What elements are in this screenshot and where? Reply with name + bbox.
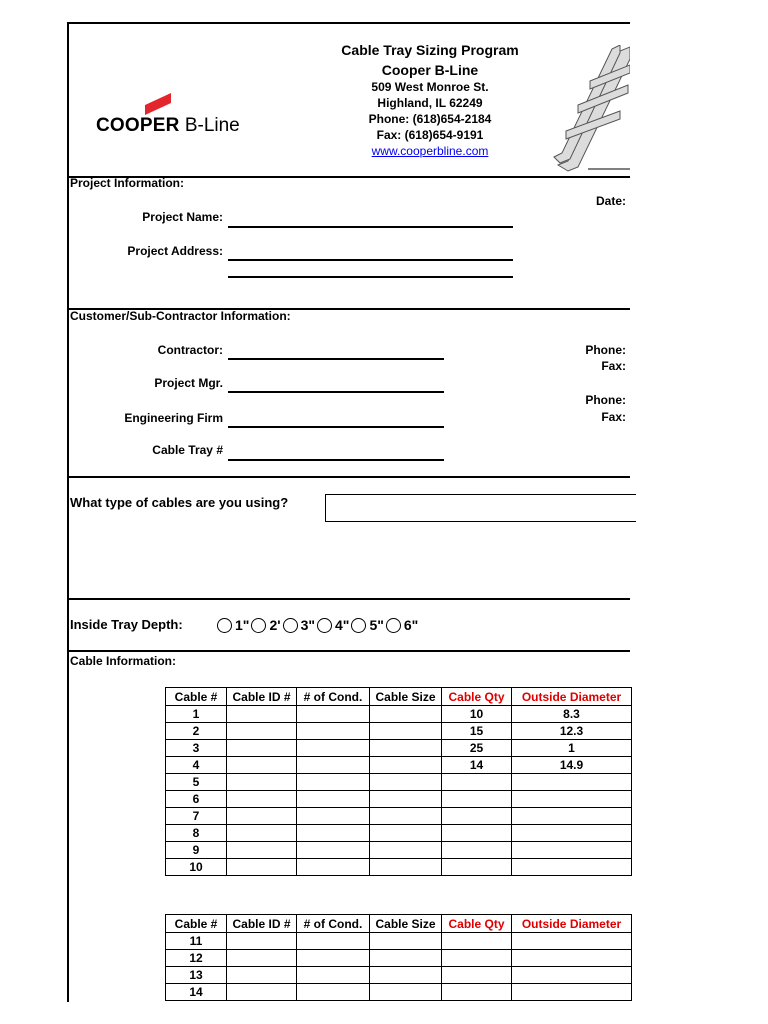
col-outside-diameter: Outside Diameter [512,688,632,706]
table-row [166,950,632,967]
cable-type-question: What type of cables are you using? [70,495,289,510]
company-city: Highland, IL 62249 [377,96,483,110]
col-outside-diameter: Outside Diameter [512,915,632,933]
contractor-phone-label: Phone: [585,343,626,357]
cell-cable-size[interactable] [370,774,442,791]
table-row [166,842,632,859]
logo-word-cooper: COOPER [96,115,180,136]
engineering-firm-label: Engineering Firm [124,411,223,425]
form-top-border [67,22,630,24]
table-row [166,984,632,1001]
company-fax: Fax: (618)654-9191 [376,128,484,142]
cell-outside-diameter[interactable]: 14.9 [512,757,632,774]
cell-outside-diameter[interactable] [512,774,632,791]
contractor-label: Contractor: [157,343,223,357]
radio-circle-icon[interactable] [251,618,266,633]
cell-cable-size[interactable] [370,825,442,842]
cell-cable-qty[interactable]: 25 [442,740,512,757]
radio-circle-icon[interactable] [317,618,332,633]
program-title: Cable Tray Sizing Program [341,42,519,58]
cell-outside-diameter[interactable] [512,808,632,825]
cell-cable-number: 6 [166,791,227,808]
cell-cable-id[interactable] [227,808,297,825]
table-row [166,791,632,808]
cell-cable-id[interactable] [227,740,297,757]
table-row [166,723,632,740]
table-row [166,706,632,723]
cell-cable-qty[interactable] [442,842,512,859]
project-address-field-2[interactable] [228,276,513,278]
table-header-row [166,688,632,706]
cell-num-conductors[interactable] [297,967,370,984]
cell-cable-size[interactable] [370,808,442,825]
cell-num-conductors[interactable] [297,791,370,808]
contractor-fax-label: Fax: [601,359,626,373]
cell-cable-number: 12 [166,950,227,967]
project-mgr-label: Project Mgr. [154,376,223,390]
cell-cable-size[interactable] [370,967,442,984]
col-cable-size: Cable Size [370,688,442,706]
cell-num-conductors[interactable] [297,825,370,842]
date-label: Date: [595,194,626,208]
cell-cable-qty[interactable]: 10 [442,706,512,723]
cell-num-conductors[interactable] [297,723,370,740]
cable-table-2 [165,914,632,1001]
project-name-label: Project Name: [142,210,223,224]
cell-cable-number: 10 [166,859,227,876]
company-logo [96,115,240,137]
cable-table-1 [165,687,632,876]
radio-circle-icon[interactable] [217,618,232,633]
col-cable-size: Cable Size [370,915,442,933]
cell-cable-number: 11 [166,933,227,950]
col-cable-qty: Cable Qty [442,915,512,933]
cell-cable-qty[interactable] [442,859,512,876]
depth-option-2[interactable]: 2' [249,617,280,633]
cell-outside-diameter[interactable] [512,825,632,842]
radio-circle-icon[interactable] [283,618,298,633]
tray-depth-divider [67,650,630,652]
cable-type-input[interactable] [325,494,636,522]
cell-cable-id[interactable] [227,757,297,774]
cell-num-conductors[interactable] [297,859,370,876]
cell-cable-size[interactable] [370,933,442,950]
cell-num-conductors[interactable] [297,774,370,791]
project-mgr-field[interactable] [228,391,444,393]
cell-outside-diameter[interactable] [512,859,632,876]
cell-cable-number: 5 [166,774,227,791]
col-cable-id: Cable ID # [227,915,297,933]
engineering-firm-field[interactable] [228,426,444,428]
table-header-row [166,915,632,933]
depth-option-4[interactable]: 4" [315,617,349,633]
depth-option-6[interactable]: 6" [384,617,418,633]
cell-cable-id[interactable] [227,723,297,740]
company-name: Cooper B-Line [381,62,479,78]
tray-depth-options [215,617,418,633]
cell-cable-number: 13 [166,967,227,984]
cell-cable-size[interactable] [370,859,442,876]
radio-circle-icon[interactable] [386,618,401,633]
cooper-logo-mark [143,93,173,117]
cell-cable-qty[interactable] [442,984,512,1001]
table-row [166,859,632,876]
company-street: 509 West Monroe St. [371,80,489,94]
cell-outside-diameter[interactable] [512,950,632,967]
cell-outside-diameter[interactable]: 8.3 [512,706,632,723]
col-cable-number: Cable # [166,688,227,706]
radio-circle-icon[interactable] [351,618,366,633]
cell-cable-id[interactable] [227,706,297,723]
contractor-field[interactable] [228,358,444,360]
tray-depth-label: Inside Tray Depth: [70,617,183,632]
cell-cable-id[interactable] [227,774,297,791]
cell-outside-diameter[interactable] [512,967,632,984]
col-cable-number: Cable # [166,915,227,933]
cell-num-conductors[interactable] [297,842,370,859]
cell-cable-qty[interactable]: 14 [442,757,512,774]
customer-divider [67,476,630,478]
cell-cable-size[interactable] [370,984,442,1001]
engineering-fax-label: Fax: [601,410,626,424]
cable-info-title: Cable Information: [70,654,177,668]
col-cable-qty: Cable Qty [442,688,512,706]
cell-cable-qty[interactable] [442,950,512,967]
cell-cable-size[interactable] [370,706,442,723]
cell-cable-qty[interactable] [442,825,512,842]
col-cable-id: Cable ID # [227,688,297,706]
cell-num-conductors[interactable] [297,740,370,757]
table-row [166,757,632,774]
cell-cable-number: 14 [166,984,227,1001]
cell-num-conductors[interactable] [297,757,370,774]
depth-option-5[interactable]: 5" [349,617,383,633]
cable-tray-number-field[interactable] [228,459,444,461]
cell-cable-qty[interactable] [442,774,512,791]
cell-cable-size[interactable] [370,842,442,859]
cell-outside-diameter[interactable] [512,933,632,950]
col-num-conductors: # of Cond. [297,915,370,933]
cell-outside-diameter[interactable] [512,842,632,859]
depth-option-3[interactable]: 3" [281,617,315,633]
cell-cable-id[interactable] [227,842,297,859]
cell-cable-number: 3 [166,740,227,757]
cell-cable-id[interactable] [227,825,297,842]
cell-cable-qty[interactable] [442,791,512,808]
customer-section-title: Customer/Sub-Contractor Information: [70,309,291,323]
company-website-link[interactable]: www.cooperbline.com [371,144,489,158]
cell-cable-size[interactable] [370,723,442,740]
cell-outside-diameter[interactable] [512,984,632,1001]
cell-cable-id[interactable] [227,933,297,950]
col-num-conductors: # of Cond. [297,688,370,706]
table-row [166,808,632,825]
cell-cable-number: 8 [166,825,227,842]
cell-cable-qty[interactable] [442,933,512,950]
cell-cable-size[interactable] [370,740,442,757]
cable-tray-number-label: Cable Tray # [152,443,223,457]
table-row [166,740,632,757]
cell-cable-number: 1 [166,706,227,723]
form-left-border [67,22,69,1002]
cell-outside-diameter[interactable]: 12.3 [512,723,632,740]
table-row [166,933,632,950]
cell-cable-number: 4 [166,757,227,774]
cell-cable-id[interactable] [227,950,297,967]
project-section-title: Project Information: [70,176,185,190]
project-address-label: Project Address: [127,244,223,258]
cell-num-conductors[interactable] [297,984,370,1001]
cell-cable-size[interactable] [370,757,442,774]
engineering-phone-label: Phone: [585,393,626,407]
table-row [166,774,632,791]
logo-word-bline: B-Line [179,115,240,136]
depth-option-1[interactable]: 1" [215,617,249,633]
cell-cable-number: 7 [166,808,227,825]
table-row [166,967,632,984]
cell-cable-number: 2 [166,723,227,740]
cell-outside-diameter[interactable] [512,791,632,808]
cell-num-conductors[interactable] [297,950,370,967]
cell-cable-size[interactable] [370,950,442,967]
cell-cable-qty[interactable] [442,808,512,825]
cable-tray-illustration [548,45,630,173]
cell-cable-id[interactable] [227,859,297,876]
cell-cable-size[interactable] [370,791,442,808]
cell-cable-qty[interactable]: 15 [442,723,512,740]
cell-cable-number: 9 [166,842,227,859]
table-row [166,825,632,842]
cell-cable-id[interactable] [227,984,297,1001]
cell-outside-diameter[interactable]: 1 [512,740,632,757]
cell-cable-id[interactable] [227,967,297,984]
cell-num-conductors[interactable] [297,933,370,950]
cell-num-conductors[interactable] [297,706,370,723]
cell-cable-id[interactable] [227,791,297,808]
cell-cable-qty[interactable] [442,967,512,984]
project-name-field[interactable] [228,226,513,228]
cell-num-conductors[interactable] [297,808,370,825]
cable-type-divider [67,598,630,600]
company-phone: Phone: (618)654-2184 [368,112,492,126]
project-address-field-1[interactable] [228,259,513,261]
